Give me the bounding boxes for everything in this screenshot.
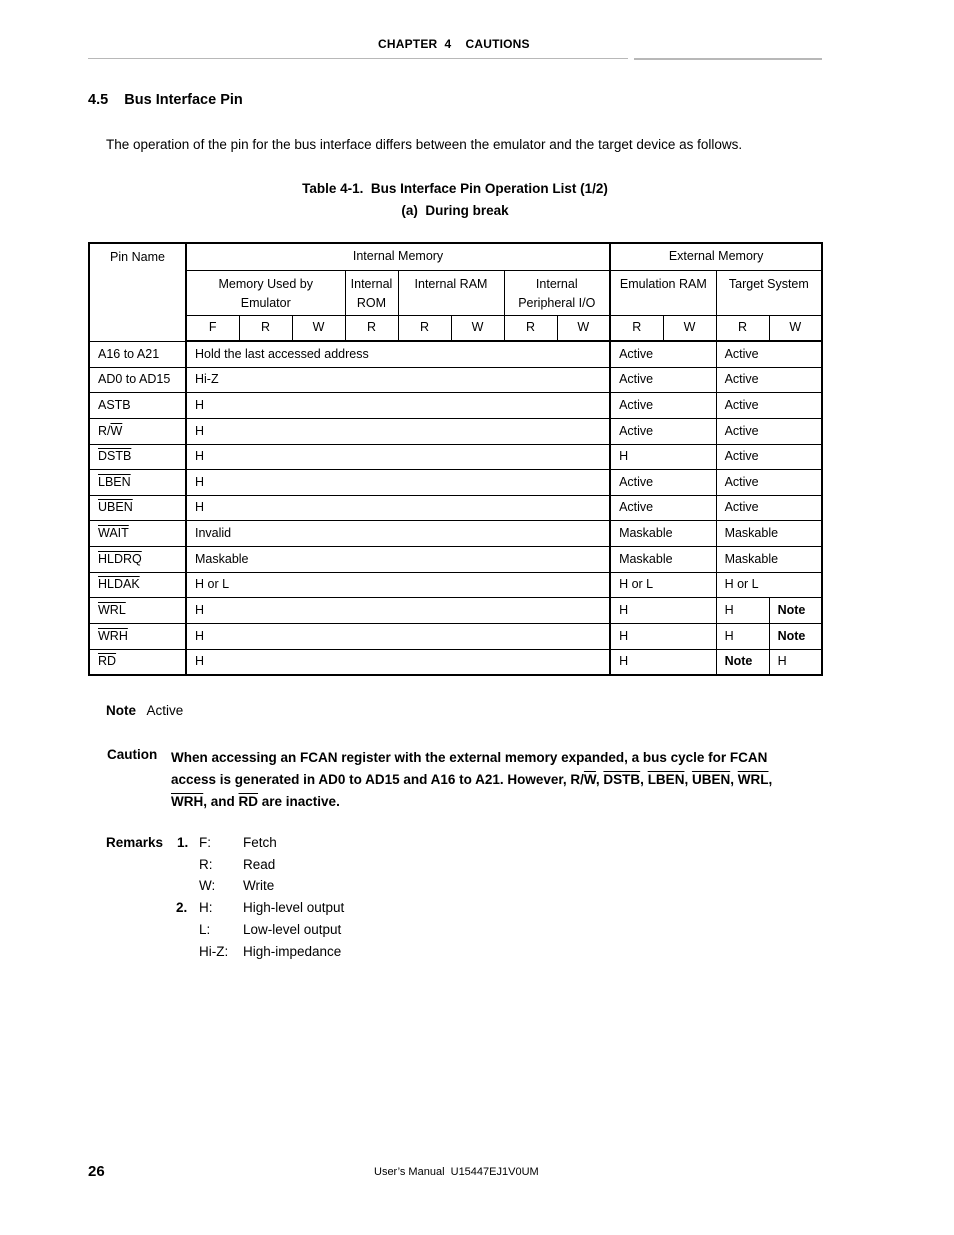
remark-value: High-level output bbox=[243, 900, 345, 915]
target-system-cell: H or L bbox=[716, 572, 822, 597]
target-system-cell: Active bbox=[716, 367, 822, 392]
remark-key: F: bbox=[199, 835, 211, 850]
sub-header: W bbox=[557, 315, 610, 341]
section-title-text: Bus Interface Pin bbox=[124, 92, 243, 108]
header-rule bbox=[88, 58, 628, 59]
table-row bbox=[89, 495, 822, 520]
note-label: Note bbox=[106, 703, 136, 718]
emulation-ram-cell: H bbox=[610, 597, 716, 623]
pin-name-cell: DSTB bbox=[89, 444, 186, 469]
emulation-ram-cell: Active bbox=[610, 367, 716, 392]
emulation-ram-cell: H bbox=[610, 623, 716, 649]
sub-header: R bbox=[345, 315, 398, 341]
target-system-cell: Active bbox=[716, 392, 822, 418]
table-row bbox=[89, 623, 822, 649]
internal-memory-cell: H bbox=[186, 469, 610, 495]
internal-memory-cell: H bbox=[186, 392, 610, 418]
remark-key: L: bbox=[199, 922, 211, 937]
remark-value: Read bbox=[243, 857, 276, 872]
sub-header: W bbox=[292, 315, 345, 341]
target-system-cell: Maskable bbox=[716, 546, 822, 572]
sub-header: R bbox=[610, 315, 663, 341]
emulation-ram-cell: Active bbox=[610, 469, 716, 495]
emulation-ram-cell: H bbox=[610, 444, 716, 469]
remark-key: Hi-Z: bbox=[199, 944, 229, 959]
table-row bbox=[89, 444, 822, 469]
remark-key: R: bbox=[199, 857, 213, 872]
pin-name-cell: $\overline{WRL}$ bbox=[89, 597, 186, 623]
internal-memory-cell: Maskable bbox=[186, 546, 610, 572]
target-system-cell: Active bbox=[716, 341, 822, 367]
caution-text: When accessing an FCAN register with the external memory expanded, a bus cycle for FCAN access is generated in AD0 to AD15 and A16 to A21. However, $R/\overline{W}$, DSTB, LBEN, UBEN, $\overline{WRL}$, $\overline{WRH}$, and $\overline{RD}$ are inactive. bbox=[171, 750, 773, 809]
emulation-ram-cell: H bbox=[610, 649, 716, 675]
table-note bbox=[106, 703, 183, 718]
table-row bbox=[89, 418, 822, 444]
sub-header: R bbox=[239, 315, 292, 341]
sub-header: W bbox=[663, 315, 716, 341]
internal-memory-cell: Invalid bbox=[186, 520, 610, 546]
pin-name-cell: $\overline{WRH}$ bbox=[89, 623, 186, 649]
header-emulation-ram: Emulation RAM bbox=[610, 270, 716, 315]
table-subcaption: (a) During break bbox=[401, 203, 509, 218]
target-system-cell: Maskable bbox=[716, 520, 822, 546]
caution-label: Caution bbox=[107, 747, 158, 762]
emulation-ram-cell: Active bbox=[610, 341, 716, 367]
internal-memory-cell: H bbox=[186, 418, 610, 444]
internal-memory-cell: H bbox=[186, 623, 610, 649]
target-system-cell: Active bbox=[716, 418, 822, 444]
intro-paragraph: The operation of the pin for the bus interface differs between the emulator and the target device as follows. bbox=[106, 137, 743, 152]
pin-name-cell: HLDAK bbox=[89, 572, 186, 597]
remark-number: 1. bbox=[177, 835, 189, 850]
pin-name-cell: A16 to A21 bbox=[89, 341, 186, 367]
target-system-r-cell: Note bbox=[716, 649, 769, 675]
table-row bbox=[89, 469, 822, 495]
internal-memory-cell: H or L bbox=[186, 572, 610, 597]
target-system-cell: Active bbox=[716, 495, 822, 520]
internal-memory-cell: H bbox=[186, 649, 610, 675]
internal-memory-cell: Hi-Z bbox=[186, 367, 610, 392]
chapter-header: CHAPTER 4 CAUTIONS bbox=[378, 37, 530, 51]
pin-name-cell: ASTB bbox=[89, 392, 186, 418]
pin-name-cell: $\overline{RD}$ bbox=[89, 649, 186, 675]
header-pin-name: Pin Name bbox=[89, 243, 186, 341]
table-caption: Table 4-1. Bus Interface Pin Operation List (1/2) bbox=[302, 181, 608, 196]
remark-key: W: bbox=[199, 878, 216, 893]
header-internal-ram: Internal RAM bbox=[398, 270, 504, 315]
section-number: 4.5 bbox=[88, 92, 109, 108]
header-memory-used-by-emulator: Memory Used by Emulator bbox=[186, 270, 345, 315]
sub-header: W bbox=[769, 315, 822, 341]
pin-name-cell: HLDRQ bbox=[89, 546, 186, 572]
header-row-3 bbox=[89, 315, 822, 341]
pin-name-cell: WAIT bbox=[89, 520, 186, 546]
table-row bbox=[89, 572, 822, 597]
table-row bbox=[89, 546, 822, 572]
table-row bbox=[89, 392, 822, 418]
header-internal-memory: Internal Memory bbox=[186, 243, 610, 270]
header-internal-rom: Internal ROM bbox=[345, 270, 398, 315]
remark-number: 2. bbox=[176, 900, 188, 915]
remark-value: High-impedance bbox=[243, 944, 342, 959]
header-rule-accent bbox=[634, 58, 822, 60]
footer-manual-id: User’s Manual U15447EJ1V0UM bbox=[374, 1166, 539, 1178]
sub-header: R bbox=[398, 315, 451, 341]
remark-value: Low-level output bbox=[243, 922, 342, 937]
table-row bbox=[89, 520, 822, 546]
table-row bbox=[89, 367, 822, 392]
table-row bbox=[89, 649, 822, 675]
target-system-cell: Active bbox=[716, 444, 822, 469]
bus-interface-pin-table bbox=[88, 242, 823, 676]
remark-value: Fetch bbox=[243, 835, 277, 850]
header-target-system: Target System bbox=[716, 270, 822, 315]
internal-memory-cell: H bbox=[186, 495, 610, 520]
target-system-w-cell: Note bbox=[769, 623, 822, 649]
target-system-r-cell: H bbox=[716, 623, 769, 649]
target-system-w-cell: Note bbox=[769, 597, 822, 623]
emulation-ram-cell: Maskable bbox=[610, 520, 716, 546]
note-text: Active bbox=[146, 703, 184, 718]
header-row-2 bbox=[89, 270, 822, 315]
table-row bbox=[89, 341, 822, 367]
header-external-memory: External Memory bbox=[610, 243, 822, 270]
remarks-label: Remarks bbox=[106, 835, 164, 850]
internal-memory-cell: H bbox=[186, 597, 610, 623]
emulation-ram-cell: Active bbox=[610, 418, 716, 444]
target-system-w-cell: H bbox=[769, 649, 822, 675]
pin-name-cell: AD0 to AD15 bbox=[89, 367, 186, 392]
header-row-1 bbox=[89, 243, 822, 270]
pin-name-cell: LBEN bbox=[89, 469, 186, 495]
emulation-ram-cell: Active bbox=[610, 495, 716, 520]
pin-name-cell: UBEN bbox=[89, 495, 186, 520]
emulation-ram-cell: Active bbox=[610, 392, 716, 418]
table-row bbox=[89, 597, 822, 623]
internal-memory-cell: Hold the last accessed address bbox=[186, 341, 610, 367]
sub-header: R bbox=[716, 315, 769, 341]
page-number: 26 bbox=[88, 1163, 105, 1180]
target-system-r-cell: H bbox=[716, 597, 769, 623]
header-internal-peripheral-io: Internal Peripheral I/O bbox=[504, 270, 610, 315]
remark-key: H: bbox=[199, 900, 213, 915]
sub-header: R bbox=[504, 315, 557, 341]
sub-header: F bbox=[186, 315, 239, 341]
section-heading bbox=[88, 92, 243, 108]
internal-memory-cell: H bbox=[186, 444, 610, 469]
emulation-ram-cell: H or L bbox=[610, 572, 716, 597]
sub-header: W bbox=[451, 315, 504, 341]
pin-name-cell: $R/\overline{W}$ bbox=[89, 418, 186, 444]
remark-value: Write bbox=[243, 878, 275, 893]
target-system-cell: Active bbox=[716, 469, 822, 495]
emulation-ram-cell: Maskable bbox=[610, 546, 716, 572]
